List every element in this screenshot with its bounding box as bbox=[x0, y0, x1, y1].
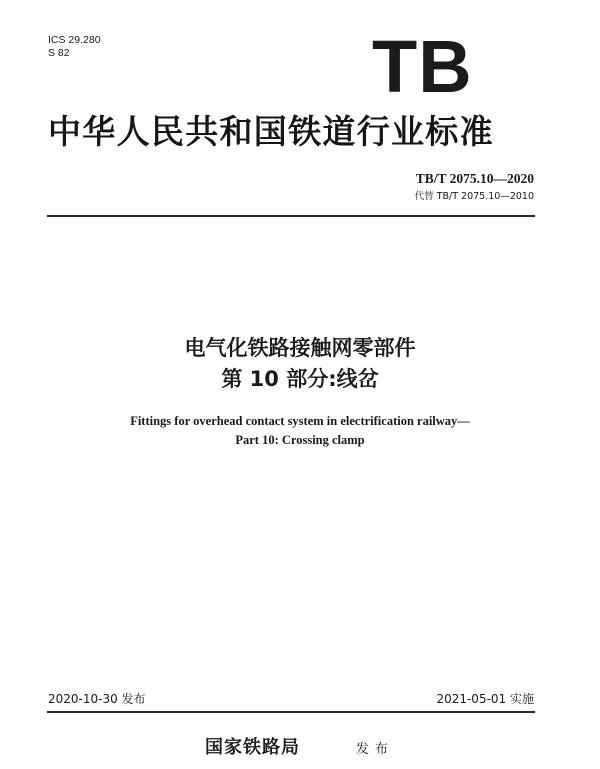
issue-date: 2020-10-30 发布 bbox=[48, 692, 146, 706]
bottom-divider bbox=[47, 711, 535, 713]
ccs-code: S 82 bbox=[48, 47, 70, 59]
classification-codes bbox=[48, 34, 101, 60]
standard-category-title: 中华人民共和国铁道行业标准 bbox=[48, 112, 494, 151]
title-en-line2: Part 10: Crossing clamp bbox=[235, 433, 365, 447]
ics-code: ICS 29.280 bbox=[48, 34, 101, 46]
tb-logo: TB bbox=[372, 25, 473, 108]
issuing-authority: 国家铁路局 bbox=[205, 737, 300, 758]
standard-number: TB/T 2075.10—2020 bbox=[415, 171, 534, 186]
replaces-standard: 代替 TB/T 2075.10—2010 bbox=[414, 191, 534, 202]
title-cn-line1: 电气化铁路接触网零部件 bbox=[184, 336, 416, 360]
implementation-date: 2021-05-01 实施 bbox=[436, 692, 534, 706]
top-divider bbox=[47, 215, 535, 217]
title-en-line1: Fittings for overhead contact system in electrification railway— bbox=[130, 414, 470, 428]
issuer-suffix: 发布 bbox=[356, 742, 395, 757]
title-cn-line2: 第 10 部分:线岔 bbox=[221, 367, 379, 391]
